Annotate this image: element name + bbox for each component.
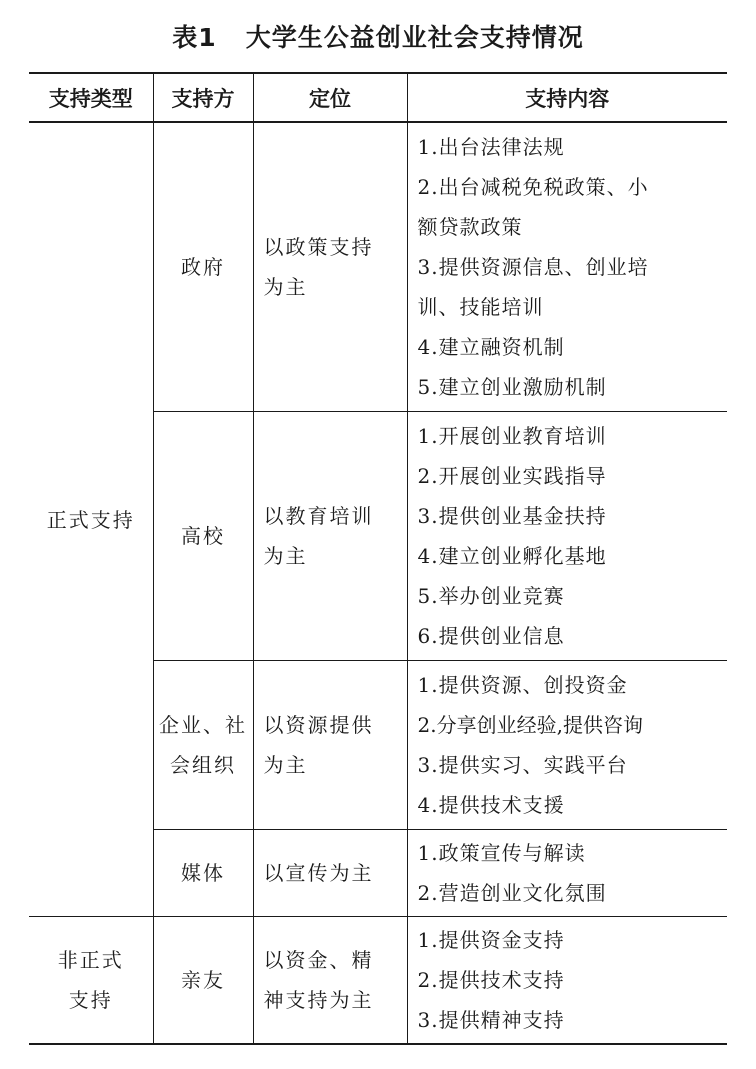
header-supporter: 支持方 bbox=[153, 73, 253, 122]
content-item: 1.政策宣传与解读 bbox=[417, 841, 586, 865]
content-item: 3.提供创业基金扶持 bbox=[417, 504, 607, 528]
position-line: 为主 bbox=[263, 753, 308, 777]
content-item: 4.建立融资机制 bbox=[417, 335, 565, 359]
provider-cell bbox=[153, 412, 253, 661]
content-cell bbox=[407, 917, 727, 1045]
content-item: 1.开展创业教育培训 bbox=[417, 424, 607, 448]
provider-label: 媒体 bbox=[181, 861, 225, 885]
content-item: 3.提供资源信息、创业培 bbox=[417, 255, 649, 279]
header-support-content: 支持内容 bbox=[407, 73, 727, 122]
content-item: 3.提供实习、实践平台 bbox=[417, 753, 628, 777]
position-line: 以资源提供 bbox=[263, 713, 374, 737]
content-item: 4.建立创业孵化基地 bbox=[417, 544, 607, 568]
position-line: 为主 bbox=[263, 544, 308, 568]
provider-label: 高校 bbox=[181, 524, 225, 548]
provider-cell bbox=[153, 917, 253, 1045]
provider-cell bbox=[153, 122, 253, 412]
table-row bbox=[29, 122, 727, 412]
content-item: 1.提供资源、创投资金 bbox=[417, 673, 628, 697]
header-position: 定位 bbox=[253, 73, 407, 122]
position-line: 神支持为主 bbox=[263, 988, 374, 1012]
position-cell bbox=[253, 122, 407, 412]
content-item: 2.营造创业文化氛围 bbox=[417, 881, 607, 905]
content-item: 4.提供技术支援 bbox=[417, 793, 565, 817]
content-item: 6.提供创业信息 bbox=[417, 624, 565, 648]
position-cell bbox=[253, 661, 407, 830]
content-item: 5.建立创业激励机制 bbox=[417, 375, 607, 399]
position-line: 以资金、精 bbox=[263, 948, 374, 972]
position-cell bbox=[253, 412, 407, 661]
content-item: 1.出台法律法规 bbox=[417, 135, 565, 159]
content-cell bbox=[407, 122, 727, 412]
content-cell bbox=[407, 830, 727, 917]
content-item: 训、技能培训 bbox=[417, 295, 544, 319]
position-line: 为主 bbox=[263, 275, 308, 299]
provider-label: 政府 bbox=[181, 255, 225, 279]
content-item: 1.提供资金支持 bbox=[417, 928, 565, 952]
content-item: 2.开展创业实践指导 bbox=[417, 464, 607, 488]
position-line: 以政策支持 bbox=[263, 235, 374, 259]
table-caption: 表1 大学生公益创业社会支持情况 bbox=[172, 23, 584, 52]
group-label: 支持 bbox=[68, 988, 113, 1012]
provider-label: 亲友 bbox=[181, 968, 225, 992]
provider-label: 会组织 bbox=[170, 753, 236, 777]
provider-cell bbox=[153, 830, 253, 917]
position-cell bbox=[253, 917, 407, 1045]
group-formal-support bbox=[29, 122, 153, 917]
content-item: 5.举办创业竞赛 bbox=[417, 584, 565, 608]
position-cell bbox=[253, 830, 407, 917]
content-item: 3.提供精神支持 bbox=[417, 1008, 565, 1032]
table-row bbox=[29, 917, 727, 1045]
content-item: 2.提供技术支持 bbox=[417, 968, 565, 992]
content-cell bbox=[407, 661, 727, 830]
position-line: 以宣传为主 bbox=[263, 861, 374, 885]
position-line: 以教育培训 bbox=[263, 504, 374, 528]
group-informal-support bbox=[29, 917, 153, 1045]
group-label: 非正式 bbox=[57, 948, 124, 972]
group-label: 正式支持 bbox=[46, 507, 135, 532]
provider-label: 企业、社 bbox=[159, 713, 247, 737]
provider-cell bbox=[153, 661, 253, 830]
support-table bbox=[29, 72, 727, 1045]
content-item: 额贷款政策 bbox=[417, 215, 523, 239]
content-item: 2.出台减税免税政策、小 bbox=[417, 175, 649, 199]
header-row bbox=[29, 73, 727, 122]
content-cell bbox=[407, 412, 727, 661]
header-support-type: 支持类型 bbox=[29, 73, 153, 122]
content-item: 2.分享创业经验,提供咨询 bbox=[417, 713, 643, 737]
